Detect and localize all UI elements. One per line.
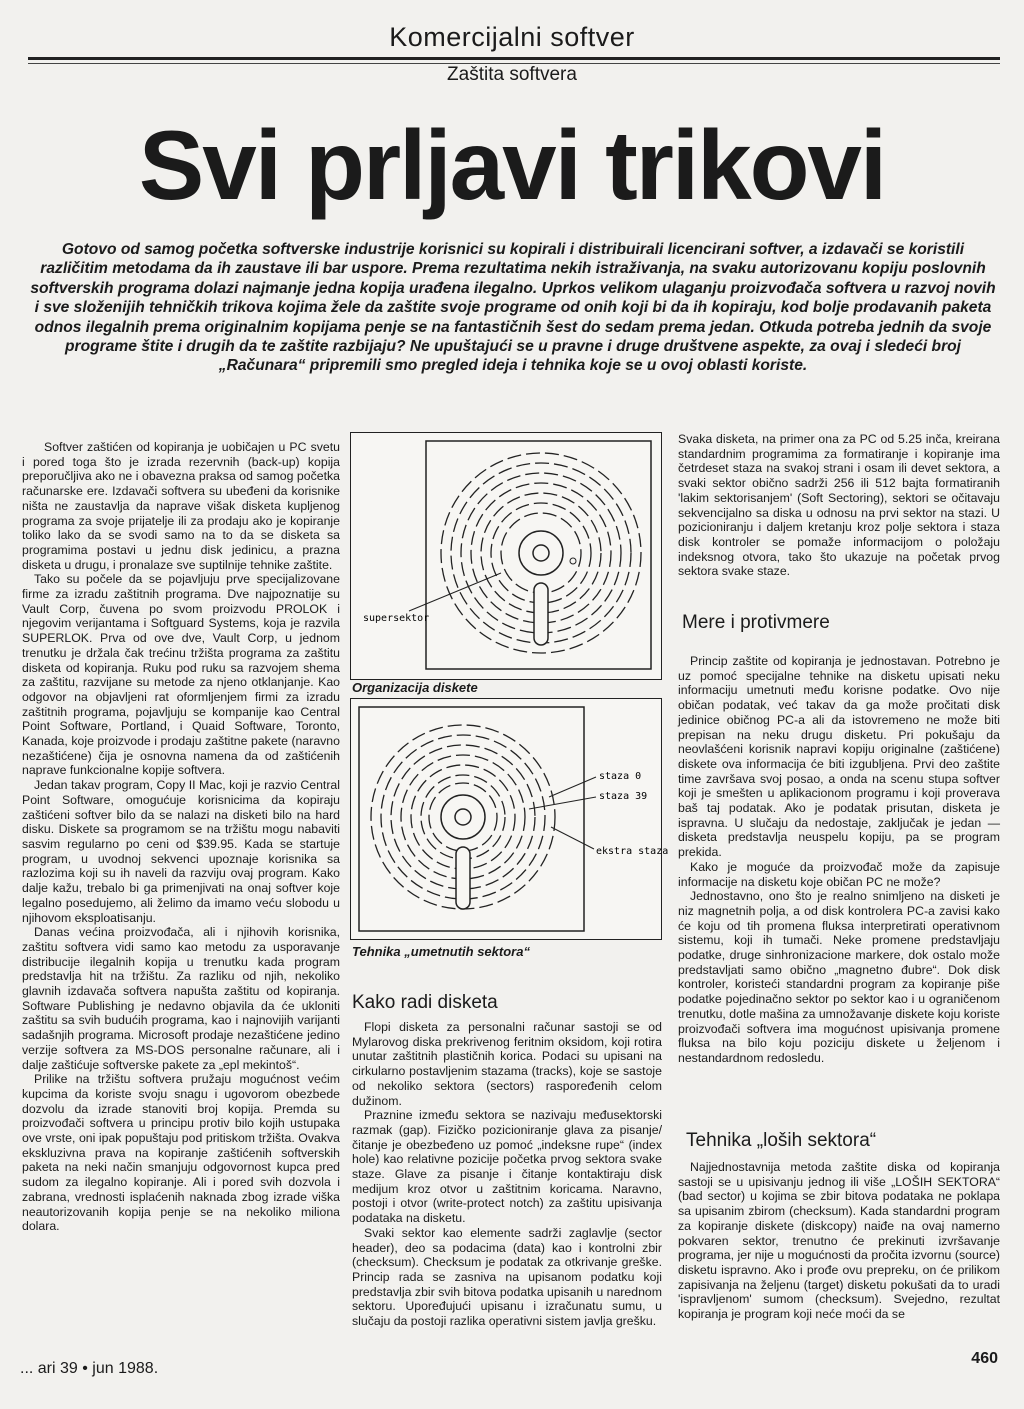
column-1 [22,440,340,1234]
paragraph: Svaki sektor kao elemente sadrži zaglavlje (sector header), deo sa podacima (data) kao i kontrolni zbir (checksum). Checksum je podatak za otkrivanje greške. Princip rada se zasniva na upisanom podatku koji predstavlja zbir svih bitova podatka upisanih u narednom sektoru. Upoređujući upisanu i izračunatu sumu, u slučaju da postoji razlika operativni sistem javlja grešku. [352,1225,662,1329]
paragraph: Kako je moguće da proizvođač može da zapisuje informacije na disketu koje običan PC ne može? [678,859,1000,889]
section-heading-bad-sectors: Tehnika „loših sektora“ [686,1130,877,1151]
column-3-measures [678,654,1000,1066]
paragraph: Tako su počele da se pojavljuju prve specijalizovane firme za izradu zaštitnih programa. Dve najpoznatije su Vault Corp, čuvena po svom proizvodu PROLOK i njegovim verijantama i Softguard Systems, koja je razvila SUPERLOK. Prva od ove dve, Vault Corp, u jednom trenutku je držala čak trećinu tržišta programa za zaštitu disketa od kopiranja. Ruku pod ruku sa razvojem shema za zaštitu, razvijane su metode za njeno otklanjanje. Kao odgovor na objavljeni rat oformljenjem firmi za izradu zaštitnih programa, pojavljuju se kompanije kao Central Point Software, Portland, i Quaid Software, Toronto, Kanada, koje proizvode i prodaju zaštitne pakete (naravno nezaštićene) čija je osnovna namena da od zaštićenih naprave funkcionalne kopije softvera. [22,572,340,778]
paragraph: Prilike na tržištu softvera pružaju mogućnost većim kupcima da koriste svoju snagu i ugovorom obezbede dozvolu da izrade stanoviti broj kopija. Premda su proizvođači softvera u principu protiv bilo kojih ustupaka ove vrste, oni ipak popuštaju pod pritiskom tržišta. Ovakva ekskluzivna prava na kopiranje zaštićenih softverskih paketa na neki način smanjuju odgovornost kupca pred sudom za ilegalno kopiranje. Ali i pored svih dozvola i zabrana, vrednosti isplaćenih naknada zbog izrade viška neautorizovanih kopija penje se na nekoliko miliona dolara. [22,1072,340,1234]
track-39-label: staza 39 [599,791,648,802]
section-heading-measures: Mere i protivmere [682,612,830,633]
article-lead: Gotovo od samog početka softverske industrije korisnici su kopirali i distribuirali licencirani softver, a izdavači se koristili različitim metodama da ih zaustave ili bar uspore. Prema rezultatima nekih istraživanja, na svaku autorizovanu kopiju poslovnih softverskih programa dolazi najmanje jedna kopija urađena ilegalno. Uprkos velikom ulaganju proizvođača softvera u razvoj novih i sve složenijih tehničkih trikova kojima žele da zaštite svoje programe od onih koji bi da ih kopiraju, kod bolje prodavanih paketa odnos ilegalnih prema originalnim kopijama penje se na fantastičnih šest do sedam prema jedan. Otkuda potreba jednih da svoje programe štite i drugih da te zaštite razbijaju? Ne upuštajući se u pravne i druge društvene aspekte, za ovaj i sledeći broj „Računara“ pripremili smo pregled ideja i tehnika koje se u ovoj oblasti koriste. [30,241,996,375]
paragraph: Danas većina proizvođača, ali i njihovih korisnika, zaštitu softvera vidi samo kao metodu za usporavanje distribucije ilegalnih kopija u trenutku kada program predstavlja hit na tržištu. Za razliku od njih, nekoliko glavnih izdavača softvera napušta zaštitu od kopiranja. Software Publishing je nedavno objavila da će ukloniti zaštitu sa svih budućih programa, kao i najnovijih varijanti sadašnjih programa. Microsoft prodaje nezaštićene jedino verzije softvera za MS-DOS personalne računare, ali i dalje zaštićuje softverske pakete za „epl mekintoš“. [22,925,340,1072]
column-3-intro [678,432,1000,579]
page-number: 460 [971,1350,998,1367]
track-0-label: staza 0 [599,771,642,782]
column-3-bad-sectors [678,1160,1000,1322]
header-rule [28,57,1000,60]
paragraph: Jednostavno, ono što je realno snimljeno na disketi je niz magnetnih polja, a od disk kontrolera PC-a zavisi kako će koju od tih promena fluksa interpretirati operativnom sistemu, koji ih tumači. Neke promene predstavljaju podatke, druge sinhronizacione markere, dok ostalo može predstavljati samo obično „magnetno đubre“. Dok disk kontroler, koristeći standardni program za kopiranje piše podatke pojedinačno sektor po sektor kao i u ograničenom trenutku, dotle mašina za umnožavanje diskete koju koriste proizvođači softvera ima mogućnost upisivanja promene fluksa na bilo koju poziciju diskete u željenom i nestandardnom redosledu. [678,889,1000,1065]
paragraph: Flopi disketa za personalni računar sastoji se od Mylarovog diska prekrivenog feritnim oksidom, koji rotira unutar zaštitnih plastičnih korica. Podaci su upisani na cirkularno postavljenim stazama (tracks), koje se sastoje od nekoliko sektora (sectors) raspoređenih celom dužinom. [352,1020,662,1108]
figure-1-caption: Organizacija diskete [352,680,478,695]
paragraph: Princip zaštite od kopiranja je jednostavan. Potrebno je uz pomoć specijalne tehnike na disketu upisati neku informaciju umetnuti među korisne podatke. Ovo nije običan podatak, već takav da ga može pročitati disk jedinice običnog PC-a ali da istovremeno ne može biti prepisan na neku drugu disketu. Pri pokušaju da neovlašćeni korisnik napravi kopiju originalne (zaštićene) diskete ova informacija će biti izgubljena. Prvi deo zaštite time završava svoj posao, a onda na scenu stupa softver koji je smešten u aplikacionom programu i koji proverava baš taj podatak. Ako je podatak prisutan, disketa je ispravna. U slučaju da nedostaje, zaključak je jedan — disketa predstavlja neuspelu kopiju, pa se program prekida. [678,654,1000,860]
column-2 [352,1020,662,1329]
paragraph: Praznine između sektora se nazivaju međusektorski razmak (gap). Fizičko pozicioniranje glava za pisanje/čitanje je obezbeđeno uz pomoć „indeksne rupe“ (index hole) kao relativne pozicije početka prvog sektora svake staze. Glave za pisanje i čitanje kontaktiraju disk medijum kroz otvor u zaštitnim koricama. Naravno, postoji i otvor (write-protect notch) za zaštitu upisivanja podataka na disketu. [352,1108,662,1226]
paragraph: Najjednostavnija metoda zaštite diska od kopiranja sastoji se u upisivanju jednog ili više „LOŠIH SEKTORA“ (bad sector) u kojima se zbir bitova podataka ne poklapa sa upisanim zbirom (checksum). Kada standardni program za kopiranje diskete (diskcopy) naiđe na ovaj namerno pokvaren sektor, trenutno će prekinuti izvršavanje programa, jer nije u mogućnosti da pročita izvornu (source) disketu ispravno. Ako i prođe ovu prepreku, on će prilikom zapisivanja na željenu (target) disketu pokušati da to uradi 'ispravljenom' sumom (checksum). Svejedno, rezultat kopiranja je program koji neće moći da se [678,1160,1000,1322]
inserted-sectors-figure [350,698,669,940]
subsection-title: Zaštita softvera [447,64,577,85]
inserted-sectors-diagram [351,699,669,939]
issue-footer: ... ari 39 • jun 1988. [20,1360,159,1377]
section-heading-diskette: Kako radi disketa [352,992,498,1013]
supersector-label: supersektor [363,613,430,624]
section-title: Komercijalni softver [389,22,635,52]
paragraph: Softver zaštićen od kopiranja je uobičajen u PC svetu i pored toga što je izrada rezervnih (back-up) kopija preporučljiva ako ne i obavezna praksa od samog početka računarske ere. Izdavači softvera su ubeđeni da korisnike ništa ne zaustavlja da naprave višak disketa kupljenog programa za svoje prijatelje ili za prodaju ako je kopiranje toliko lako da se svodi samo na to da se disketa sa programima postavi u jednu disk jedinicu, a prazna disketa u drugu, i pronalaze sve suptilnije tehnike zaštite. [22,440,340,572]
diskette-diagram [351,433,661,679]
extra-track-label: ekstra staza [596,846,669,857]
paragraph: Jedan takav program, Copy II Mac, koji je razvio Central Point Software, omogućuje korisnicima da kopiraju zaštićeni softver bilo da se nalazi na disketi bilo na hard disku. Diskete sa programom se na tržištu mogu nabaviti sasvim regularno po ceni od $39.95. Kada se startuje program, u uvodnoj sekvenci upoznaje korisnika sa razlozima koji su ih naveli da razviju ovaj program. Kako dalje kažu, trebalo bi ga primenjivati na onaj softver koje legalno posedujemo, ali želimo da imamo veću slobodu u njihovom eksploatisanju. [22,778,340,925]
article-headline: Svi prljavi trikovi [138,110,886,220]
figure-2-caption: Tehnika „umetnutih sektora“ [352,944,530,959]
diskette-organization-figure [350,432,662,680]
paragraph: Svaka disketa, na primer ona za PC od 5.25 inča, kreirana standardnim programima za formatiranje i kopiranje ima četrdeset staza na svakoj strani i osam ili devet sektora, a svaki sektor obično sadrži 256 ili 512 bajta formatiranih 'lakim sektorisanjem' (Soft Sectoring), sektori se očitavaju sekvencijalno sa diska u odnosu na prvi sektor na stazi. U pozicioniranju i daljem kretanju kroz polje sektora i staza disk kontroler se pomaže informacijom o položaju indeksnog otvora, tako što ukazuje na početak prvog sektora svake staze. [678,432,1000,579]
